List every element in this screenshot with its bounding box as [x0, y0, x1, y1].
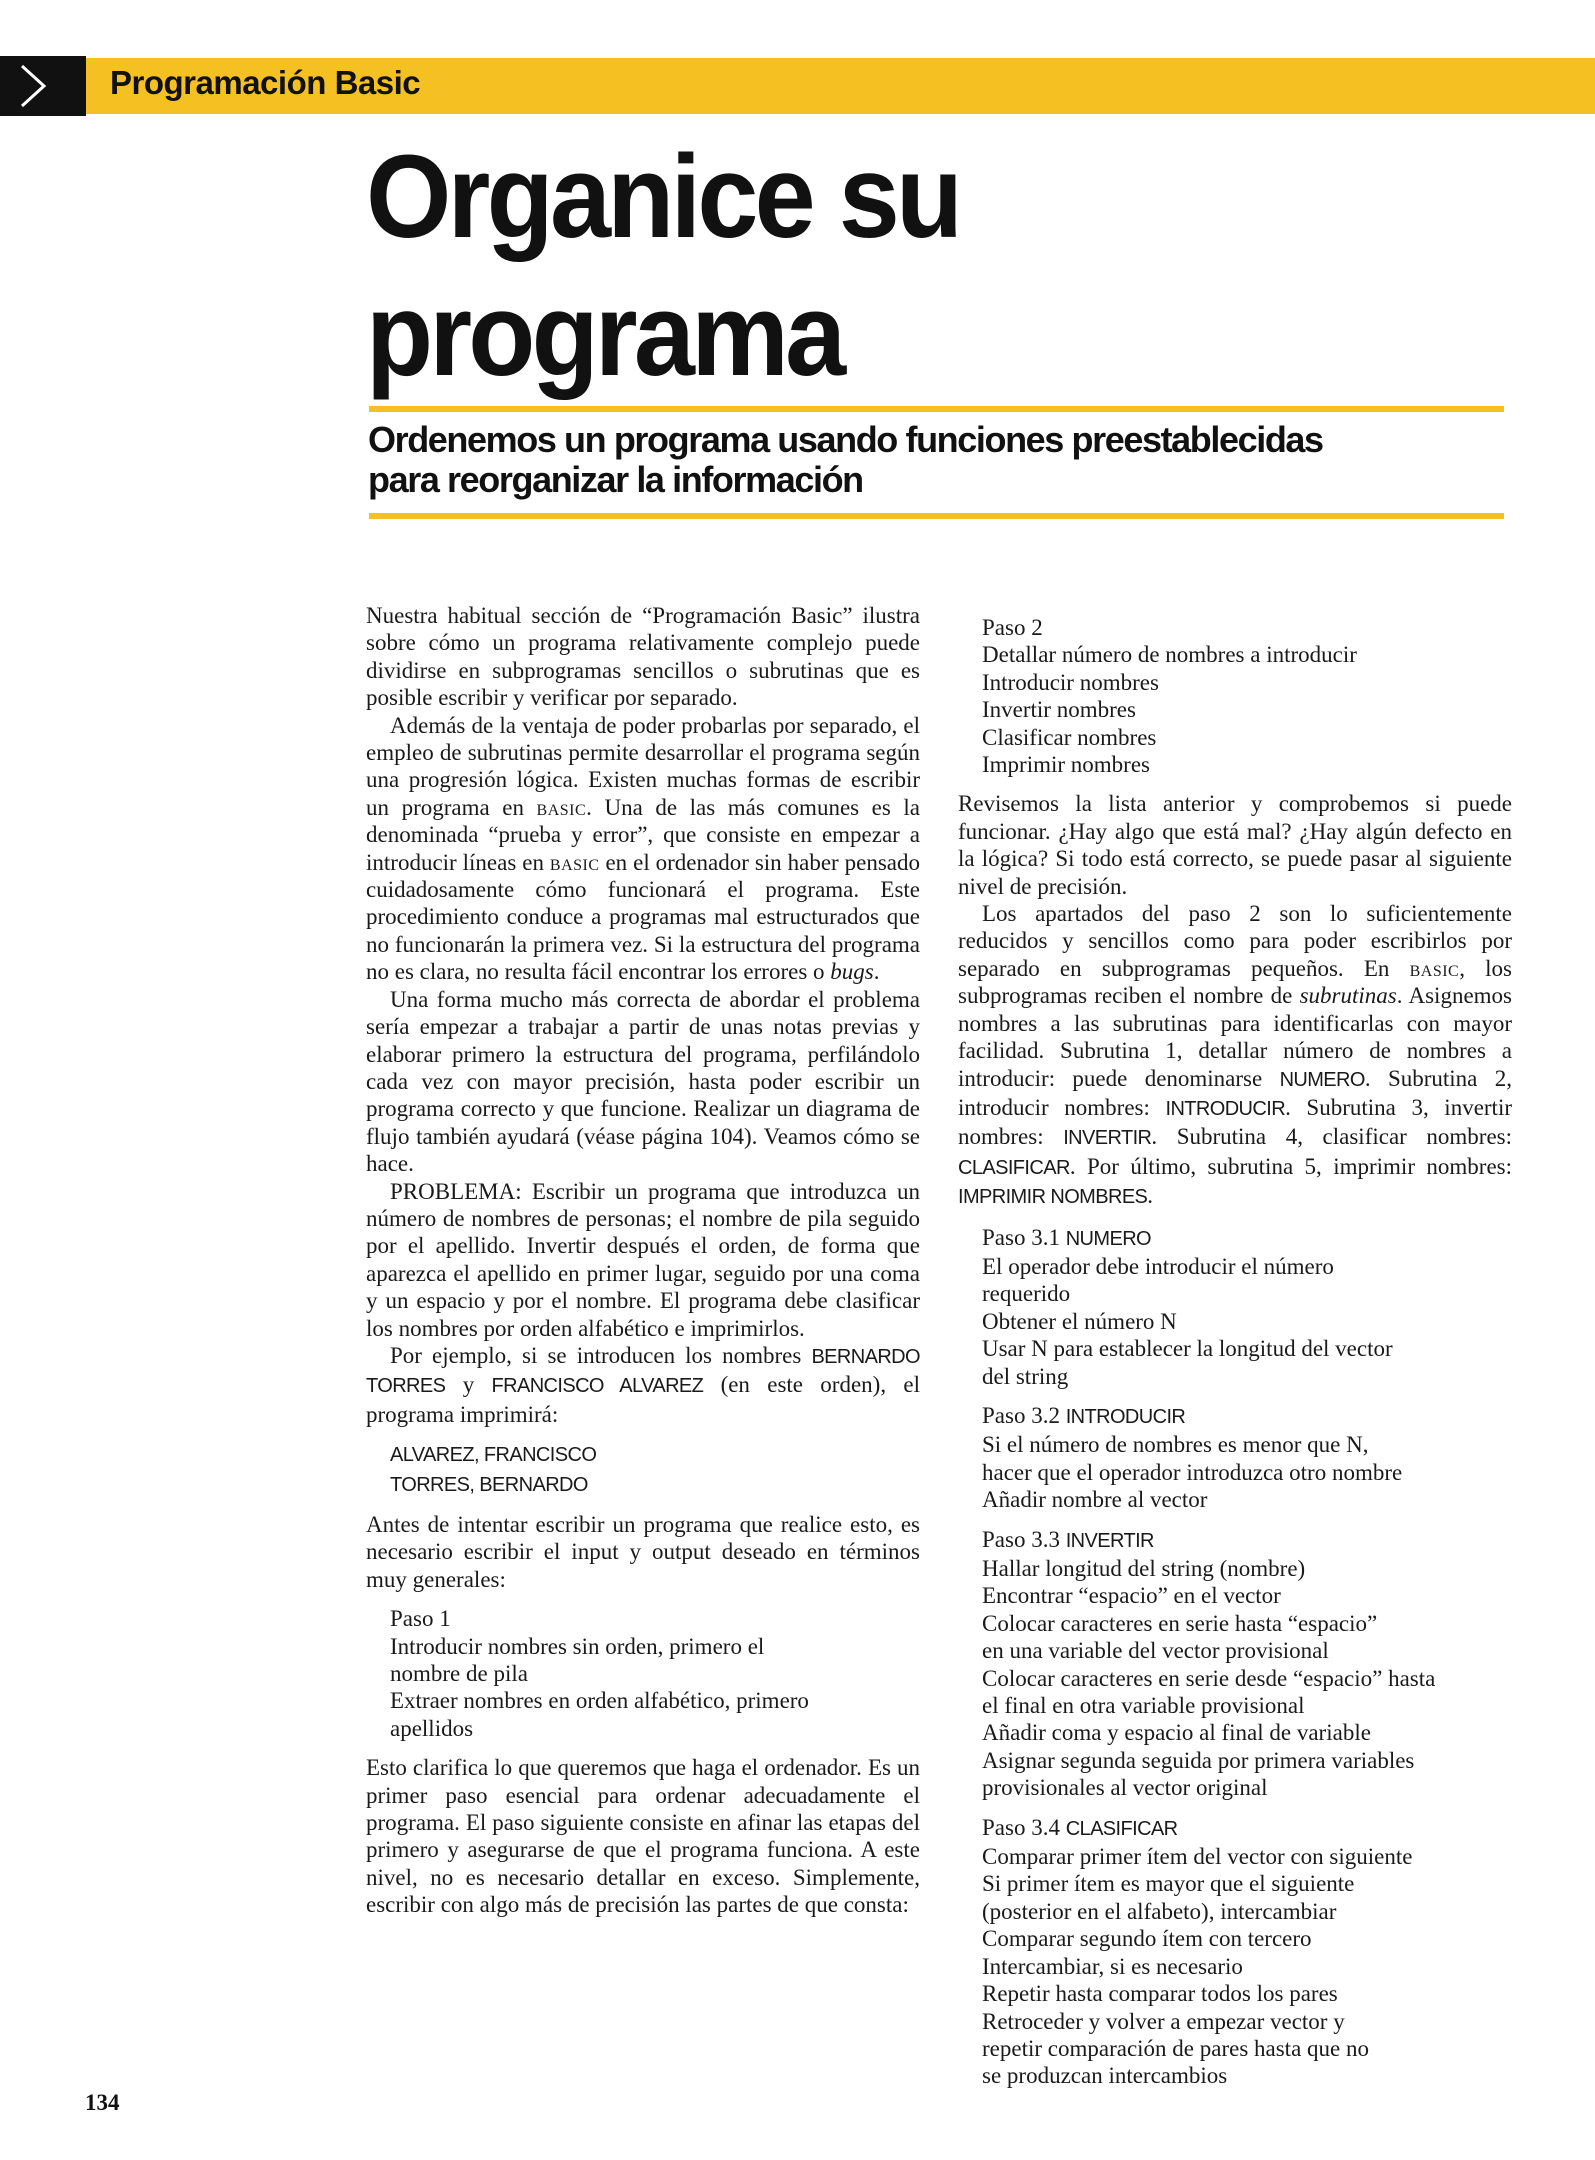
step-line — [390, 1605, 920, 1632]
text-run: (posterior en el alfabeto), intercambiar — [982, 1898, 1337, 1924]
code-term: CLASIFICAR — [1065, 1817, 1178, 1840]
text-run: . — [1147, 1183, 1154, 1209]
step-line — [982, 2008, 1512, 2035]
text-run: PROBLEMA: Escribir un programa que introduzca un número de nombres de personas; el nombre de pila seguido por el apellido. Invertir después el orden, de forma que aparezca el apellido en primer lugar, seguido por una coma y un espacio y por el nombre. El programa debe clasificar los nombres por orden alfabético e imprimirlos. — [366, 1178, 920, 1341]
text-run: Clasificar nombres — [982, 724, 1157, 750]
text-run: Los apartados del paso 2 son lo suficientemente reducidos y sencillos como para poder escribirlos por separado en subprogramas pequeños. En — [958, 901, 1512, 981]
text-run: . Subrutina 3, invertir nombres: — [958, 1094, 1512, 1150]
step-line — [390, 1440, 920, 1469]
step-line — [982, 1747, 1512, 1774]
subtitle — [368, 420, 1323, 500]
title-line-1: Organice su — [366, 131, 960, 263]
step-line — [982, 1870, 1512, 1897]
step-line — [390, 1660, 920, 1687]
step-line — [982, 1582, 1512, 1609]
text-run: . — [873, 959, 880, 985]
page-number: 134 — [85, 2090, 120, 2115]
text-run: . Por último, subrutina 5, imprimir nombres: — [1069, 1153, 1512, 1179]
text-run: el final en otra variable provisional — [982, 1693, 1305, 1719]
text-run: El operador debe introducir el número — [982, 1253, 1334, 1279]
text-run: Añadir nombre al vector — [982, 1487, 1208, 1513]
step-line — [982, 1774, 1512, 1801]
small-caps-term: basic — [549, 849, 600, 875]
small-caps-term: basic — [536, 794, 587, 820]
paragraph — [958, 790, 1512, 900]
text-run: Si el número de nombres es menor que N, — [982, 1432, 1369, 1458]
text-run: provisionales al vector original — [982, 1775, 1268, 1801]
text-run: Una forma mucho más correcta de abordar el problema sería empezar a trabajar a partir de unas notas previas y elaborar primero la estructura del programa, perfilándolo cada vez con mayor precisión, hasta poder escribir un programa correcto y que funcione. Realizar un diagrama de flujo también ayudará (véase página 104). Veamos cómo se hace. — [366, 986, 920, 1177]
step-list — [982, 1526, 1512, 1802]
text-run: Invertir nombres — [982, 697, 1136, 723]
section-marker — [0, 56, 86, 116]
paragraph — [958, 900, 1512, 1211]
text-run: Comparar segundo ítem con tercero — [982, 1926, 1312, 1952]
step-line — [982, 1692, 1512, 1719]
body-column-left — [366, 602, 920, 1919]
code-term: INTRODUCIR — [1165, 1097, 1286, 1120]
text-run: Revisemos la lista anterior y comprobemos si puede funcionar. ¿Hay algo que está mal? ¿Hay algún defecto en la lógica? Si todo está correcto, se puede pasar al siguiente nivel de precisión. — [958, 791, 1512, 899]
text-run: Antes de intentar escribir un programa que realice esto, es necesario escribir el input y output deseado en términos muy generales: — [366, 1512, 920, 1592]
step-line — [390, 1470, 920, 1499]
text-run: Paso 1 — [390, 1606, 451, 1632]
step-line — [982, 1526, 1512, 1555]
title-line-2: programa — [366, 269, 843, 401]
step-line — [982, 1719, 1512, 1746]
section-title: Programación Basic — [110, 64, 421, 101]
text-run: se produzcan intercambios — [982, 2063, 1228, 2089]
text-run: . Una de las más comunes es la denominada “prueba y error”, que consiste en empezar a introducir líneas en — [366, 794, 920, 875]
step-line — [982, 724, 1512, 751]
step-line — [982, 1925, 1512, 1952]
step-line — [982, 1637, 1512, 1664]
text-run: , los subprogramas reciben el nombre de — [958, 955, 1512, 1009]
text-run: hacer que el operador introduzca otro nombre — [982, 1459, 1403, 1485]
step-list — [390, 1605, 920, 1742]
paragraph — [366, 712, 920, 986]
step-line — [982, 641, 1512, 668]
code-term: ALVAREZ, FRANCISCO — [390, 1444, 597, 1467]
text-run: en una variable del vector provisional — [982, 1638, 1329, 1664]
text-run: Colocar caracteres en serie desde “espacio” hasta — [982, 1665, 1436, 1691]
code-term: INVERTIR — [1065, 1529, 1154, 1552]
step-line — [982, 1486, 1512, 1513]
step-line — [982, 1335, 1512, 1362]
step-list — [390, 1440, 920, 1499]
step-line — [982, 1280, 1512, 1307]
text-run: Encontrar “espacio” en el vector — [982, 1583, 1281, 1609]
text-run: Por ejemplo, si se introducen los nombres — [390, 1342, 812, 1368]
code-term: INTRODUCIR — [1065, 1405, 1186, 1428]
text-run: Añadir coma y espacio al final de variable — [982, 1720, 1371, 1746]
step-line — [982, 2062, 1512, 2089]
step-line — [982, 1224, 1512, 1253]
italic-term: bugs — [830, 959, 874, 985]
text-run: Detallar número de nombres a introducir — [982, 642, 1357, 668]
text-run: Si primer ítem es mayor que el siguiente — [982, 1871, 1355, 1897]
page-title — [366, 128, 959, 404]
subtitle-line-1: Ordenemos un programa usando funciones preestablecidas — [368, 419, 1323, 460]
subtitle-line-2: para reorganizar la información — [368, 459, 863, 500]
step-line — [982, 2035, 1512, 2062]
text-run: Comparar primer ítem del vector con siguiente — [982, 1844, 1413, 1870]
text-run: . Subrutina 2, introducir nombres: — [958, 1065, 1512, 1120]
text-run: en el ordenador sin haber pensado cuidadosamente cómo funcionará el programa. Este procedimiento conduce a programas mal estructurados que no funcionarán la primera vez. Si la estructura del programa no es clara, no resulta fácil encontrar los errores o — [366, 849, 920, 985]
text-run: Paso 2 — [982, 615, 1043, 640]
text-run: Obtener el número N — [982, 1308, 1177, 1334]
text-run: nombre de pila — [390, 1661, 528, 1687]
step-line — [982, 1402, 1512, 1431]
text-run: Colocar caracteres en serie hasta “espacio” — [982, 1610, 1378, 1636]
step-line — [982, 1431, 1512, 1458]
paragraph — [366, 1342, 920, 1428]
text-run: Esto clarifica lo que queremos que haga el ordenador. Es un primer paso esencial para ordenar adecuadamente el programa. El paso siguiente consiste en afinar las etapas del primero y asegurarse de que el programa funciona. A este nivel, no es necesario detallar en exceso. Simplemente, escribir con algo más de precisión las partes de que consta: — [366, 1755, 920, 1918]
step-list — [982, 1224, 1512, 1390]
step-line — [982, 1843, 1512, 1870]
text-run: Retroceder y volver a empezar vector y — [982, 2008, 1345, 2034]
divider-top — [369, 406, 1504, 412]
text-run: . Subrutina 4, clasificar nombres: — [1151, 1124, 1512, 1150]
text-run: Paso 3.4 — [982, 1814, 1066, 1840]
step-list — [982, 614, 1512, 778]
code-term: TORRES, BERNARDO — [390, 1473, 588, 1496]
text-run: . Asignemos nombres a las subrutinas para identificarlas con mayor facilidad. Subrutina 1, detallar número de nombres a introducir: puede denominarse — [958, 983, 1512, 1091]
step-list — [982, 1402, 1512, 1514]
small-caps-term: basic — [1409, 955, 1460, 981]
code-term: INVERTIR — [1063, 1127, 1152, 1150]
code-term: NUMERO — [1279, 1068, 1365, 1091]
text-run: apellidos — [390, 1715, 474, 1741]
paragraph — [366, 986, 920, 1178]
step-line — [390, 1715, 920, 1742]
step-line — [982, 1459, 1512, 1486]
text-run: Paso 3.2 — [982, 1402, 1066, 1428]
body-column-right — [958, 602, 1512, 2102]
text-run: (en este orden), el programa imprimirá: — [366, 1372, 920, 1427]
text-run: Usar N para establecer la longitud del vector — [982, 1336, 1393, 1362]
text-run: Introducir nombres — [982, 669, 1159, 695]
text-run: Paso 3.3 — [982, 1526, 1066, 1552]
step-line — [982, 1308, 1512, 1335]
text-run: Repetir hasta comparar todos los pares — [982, 1981, 1338, 2007]
step-line — [982, 669, 1512, 696]
step-line — [982, 1610, 1512, 1637]
text-run: del string — [982, 1363, 1069, 1389]
step-line — [982, 1898, 1512, 1925]
step-line — [982, 751, 1512, 778]
text-run: Imprimir nombres — [982, 752, 1150, 778]
step-line — [390, 1633, 920, 1660]
code-term: IMPRIMIR NOMBRES — [958, 1186, 1148, 1209]
paragraph — [366, 1178, 920, 1342]
chevron-right-icon — [14, 64, 54, 108]
step-line — [982, 1555, 1512, 1582]
code-term: CLASIFICAR — [958, 1156, 1070, 1179]
italic-term: subrutinas — [1299, 983, 1397, 1009]
paragraph — [366, 602, 920, 712]
step-line — [982, 1814, 1512, 1843]
text-run: Paso 3.1 — [982, 1224, 1066, 1250]
text-run: repetir comparación de pares hasta que no — [982, 2035, 1369, 2061]
step-list — [982, 1814, 1512, 2090]
paragraph — [366, 1511, 920, 1593]
code-term: BERNARDO TORRES — [366, 1345, 920, 1398]
text-run: Intercambiar, si es necesario — [982, 1953, 1243, 1979]
step-line — [390, 1687, 920, 1714]
step-line — [982, 1363, 1512, 1390]
paragraph — [366, 1754, 920, 1918]
text-run: Además de la ventaja de poder probarlas por separado, el empleo de subrutinas permite desarrollar el programa según una progresión lógica. Existen muchas formas de escribir un programa en — [366, 712, 920, 820]
text-run: Nuestra habitual sección de “Programación Basic” ilustra sobre cómo un programa relativamente complejo puede dividirse en subprogramas sencillos o subrutinas que es posible escribir y verificar por separado. — [366, 603, 920, 711]
step-line — [982, 696, 1512, 723]
step-line — [982, 1980, 1512, 2007]
code-term: NUMERO — [1065, 1227, 1151, 1250]
step-line — [982, 1953, 1512, 1980]
text-run: Hallar longitud del string (nombre) — [982, 1556, 1306, 1581]
text-run: Asignar segunda seguida por primera variables — [982, 1747, 1415, 1773]
divider-bottom — [369, 513, 1504, 519]
step-line — [982, 1665, 1512, 1692]
step-line — [982, 1253, 1512, 1280]
code-term: FRANCISCO ALVAREZ — [491, 1375, 704, 1398]
step-line — [982, 614, 1512, 641]
text-run: y — [445, 1372, 492, 1398]
text-run: requerido — [982, 1281, 1071, 1307]
text-run: Introducir nombres sin orden, primero el — [390, 1633, 765, 1659]
text-run: Extraer nombres en orden alfabético, primero — [390, 1688, 809, 1714]
